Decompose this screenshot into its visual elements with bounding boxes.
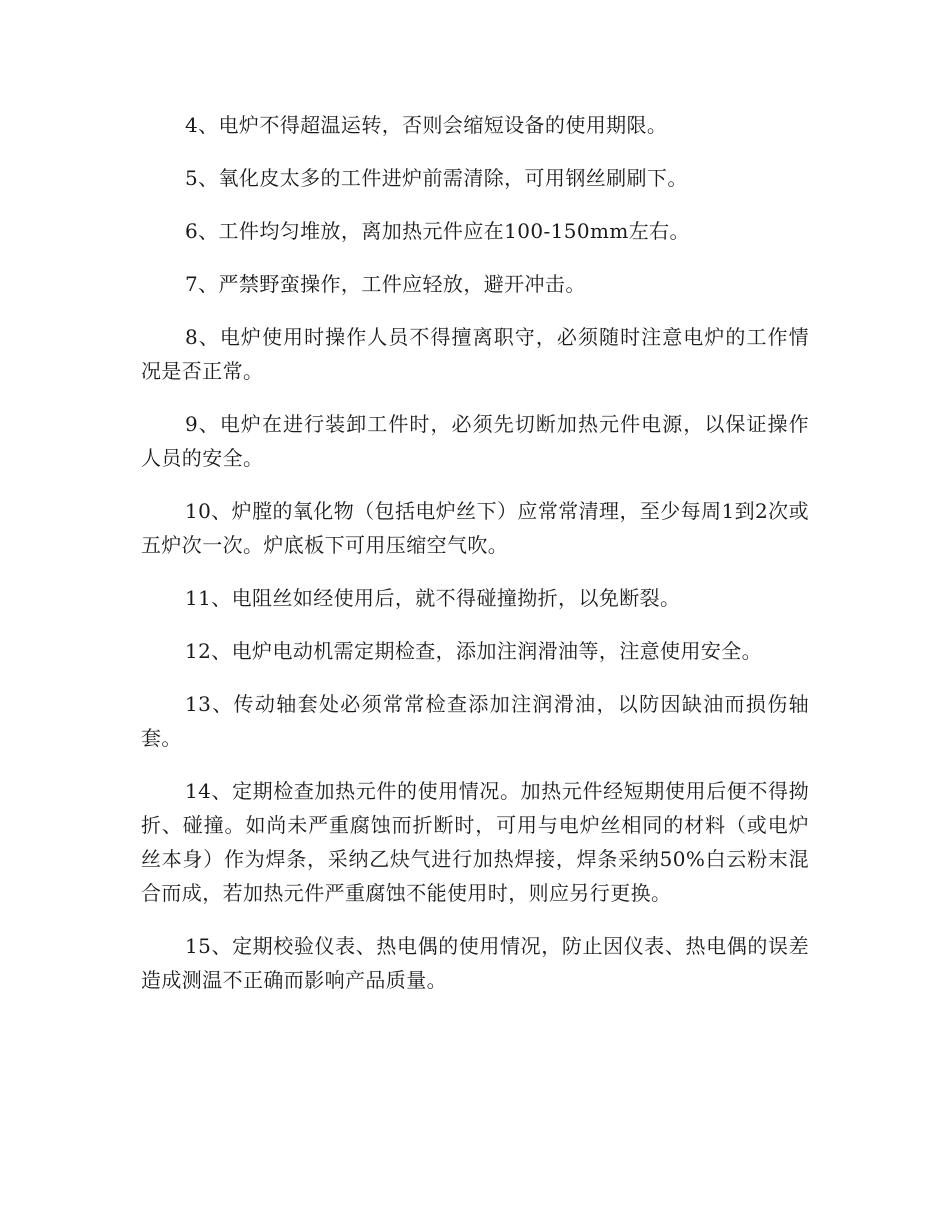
paragraph-item-11: 11、电阻丝如经使用后，就不得碰撞拗折，以免断裂。: [185, 586, 681, 610]
paragraph-item-6: 6、工件均匀堆放，离加热元件应在100-150mm左右。: [185, 219, 690, 243]
paragraph-item-5: 5、氧化皮太多的工件进炉前需清除，可用钢丝刷刷下。: [185, 166, 688, 190]
paragraph-item-9: 9、电炉在进行装卸工件时，必须先切断加热元件电源，以保证操作人员的安全。: [141, 412, 809, 470]
paragraph-item-12: 12、电炉电动机需定期检查，添加注润滑油等，注意使用安全。: [185, 639, 763, 663]
paragraph-item-7: 7、严禁野蛮操作，工件应轻放，避开冲击。: [185, 272, 586, 296]
paragraph-item-8: 8、电炉使用时操作人员不得擅离职守，必须随时注意电炉的工作情况是否正常。: [141, 325, 809, 383]
paragraph-item-13: 13、传动轴套处必须常常检查添加注润滑油，以防因缺油而损伤轴套。: [141, 692, 809, 750]
paragraph-item-10: 10、炉膛的氧化物（包括电炉丝下）应常常清理，至少每周1到2次或五炉次一次。炉底板下可用压缩空气吹。: [141, 499, 809, 557]
document-body: [141, 108, 809, 1016]
paragraph-item-14: 14、定期检查加热元件的使用情况。加热元件经短期使用后便不得拗折、碰撞。如尚未严重腐蚀而折断时，可用与电炉丝相同的材料（或电炉丝本身）作为焊条，采纳乙炔气进行加热焊接，焊条采纳50%白云粉末混合而成，若加热元件严重腐蚀不能使用时，则应另行更换。: [141, 779, 809, 905]
paragraph-item-4: 4、电炉不得超温运转，否则会缩短设备的使用期限。: [185, 113, 668, 137]
paragraph-item-15: 15、定期校验仪表、热电偶的使用情况，防止因仪表、热电偶的误差造成测温不正确而影响产品质量。: [141, 934, 809, 992]
